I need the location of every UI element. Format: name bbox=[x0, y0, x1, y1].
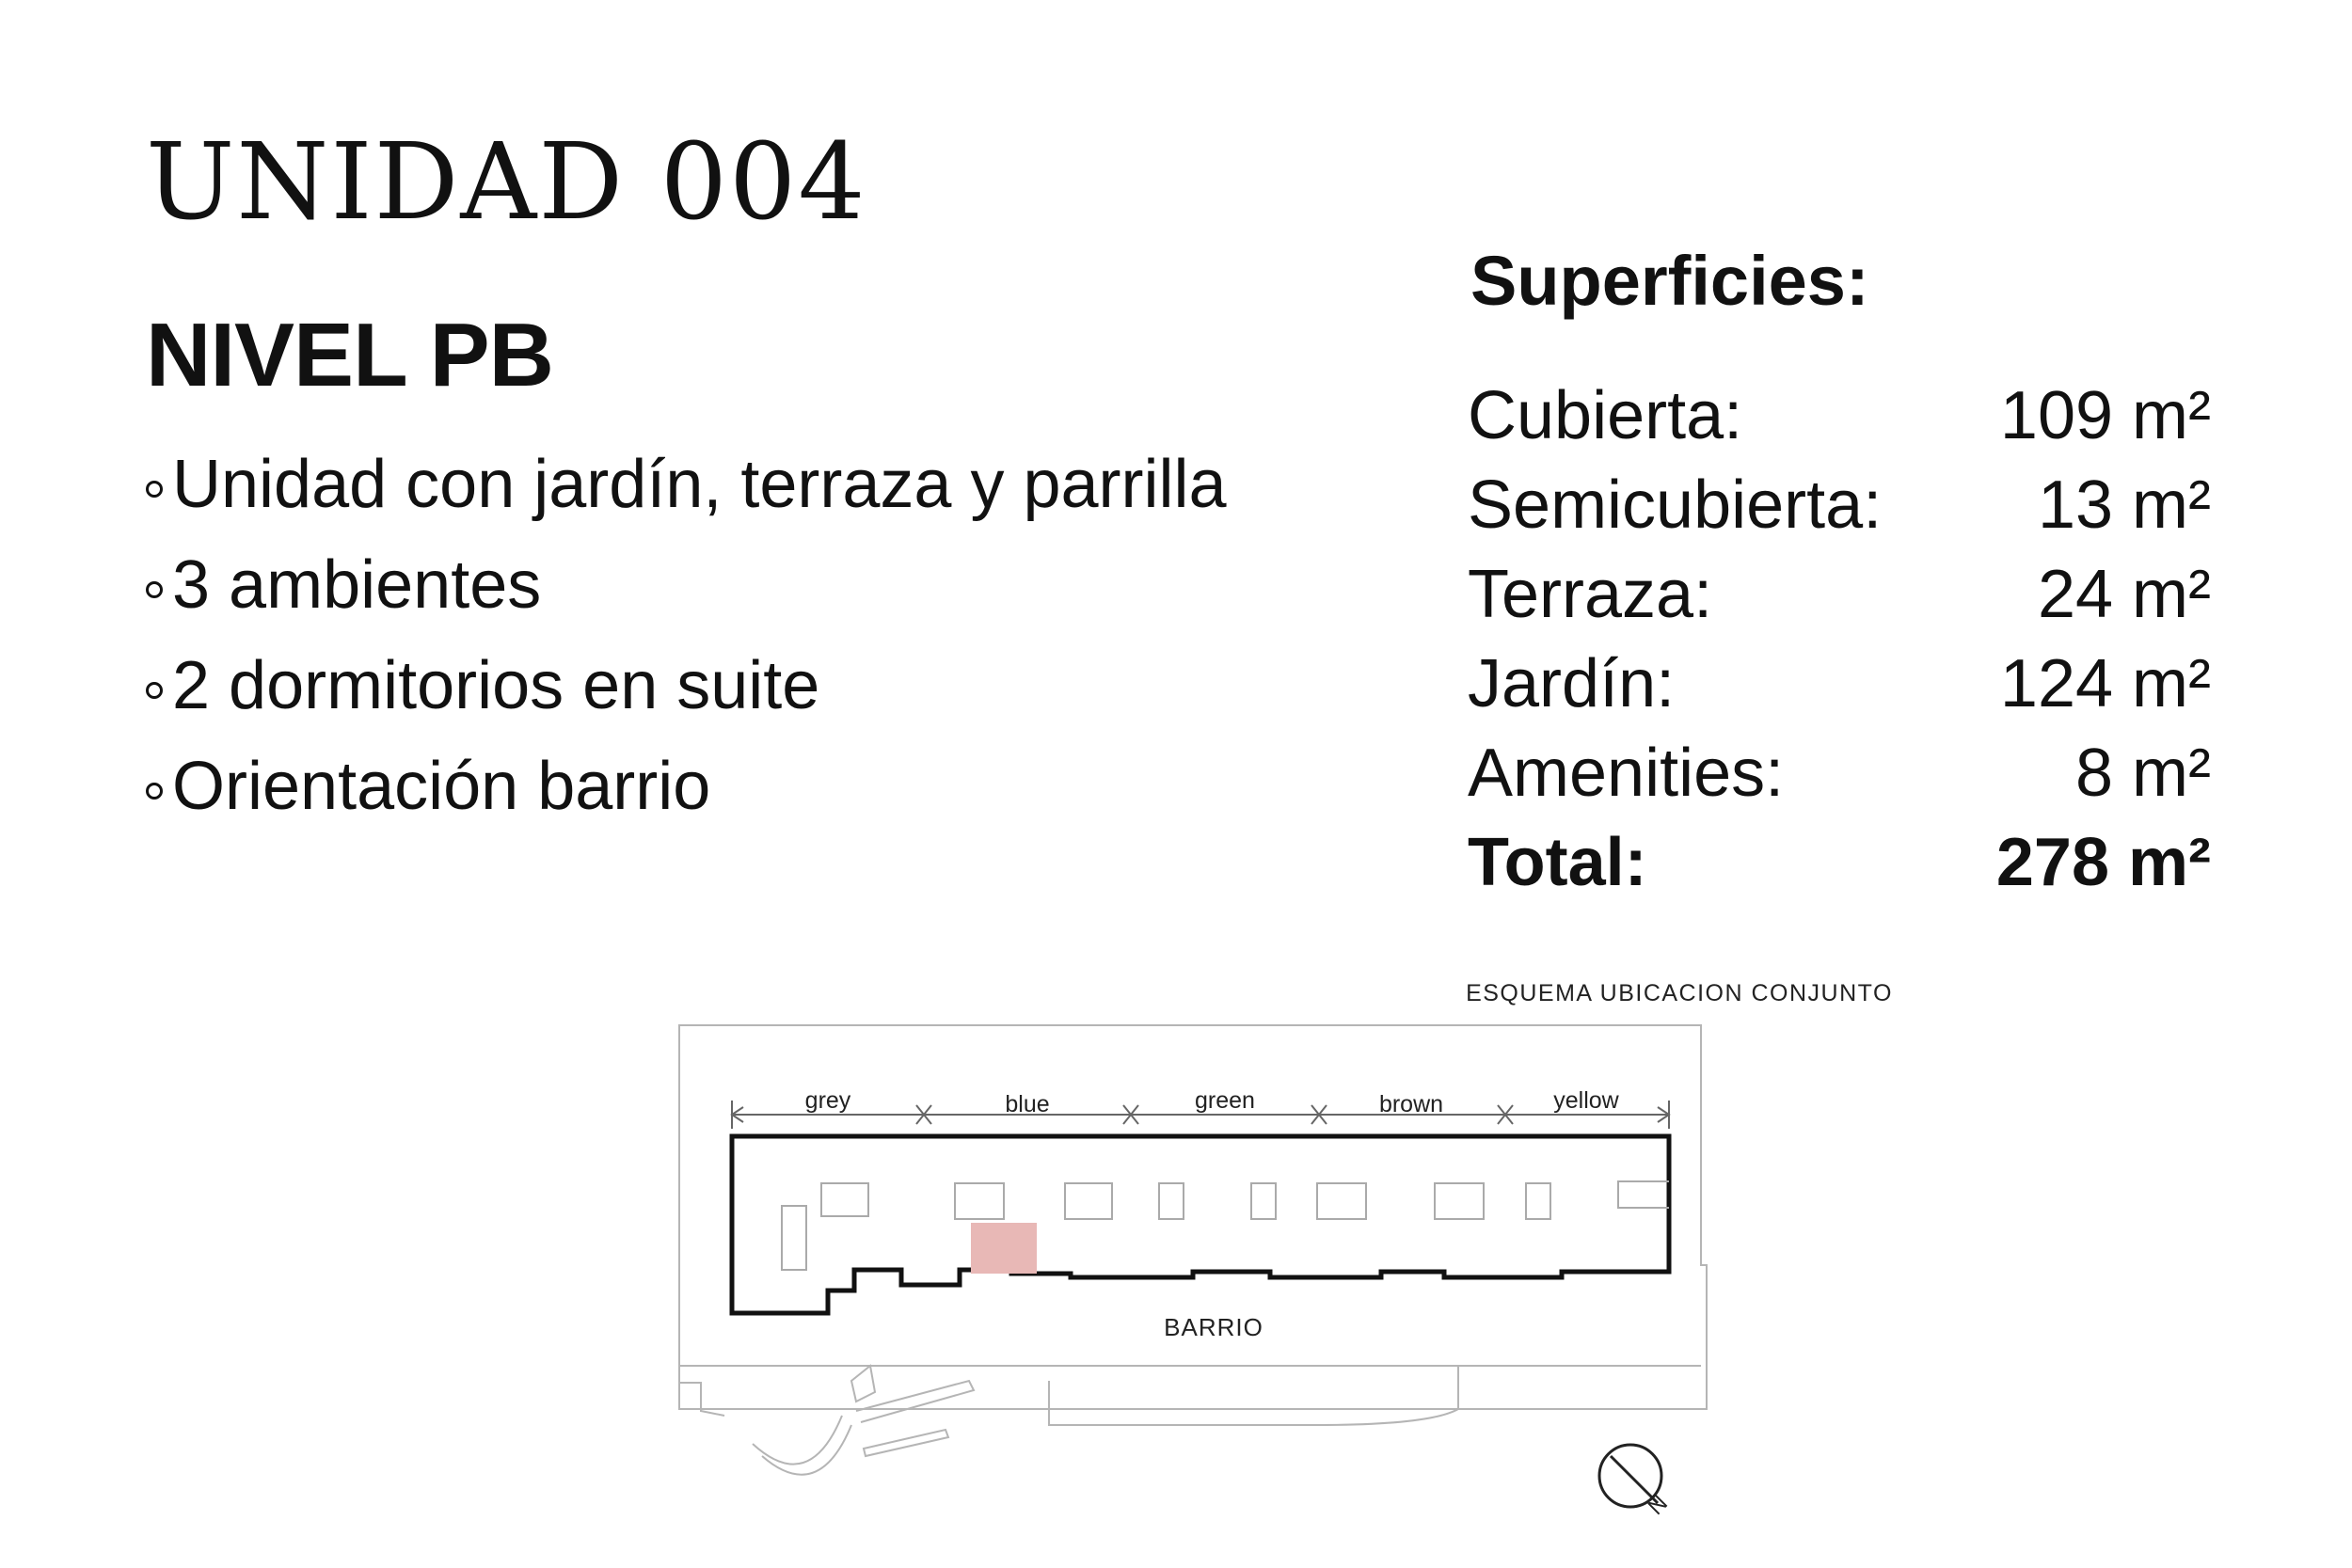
sector-label-brown: brown bbox=[1378, 1091, 1444, 1117]
highlighted-unit bbox=[971, 1223, 1037, 1274]
street-label: BARRIO bbox=[1164, 1313, 1263, 1341]
building-outline bbox=[732, 1136, 1669, 1287]
building-wall bbox=[732, 1136, 1669, 1313]
building-main-outline bbox=[732, 1136, 1669, 1313]
interior-modules bbox=[782, 1181, 1669, 1270]
surface-label: Terraza: bbox=[1468, 557, 1713, 632]
sector-label-yellow: yellow bbox=[1553, 1087, 1619, 1114]
building-silhouette bbox=[732, 1136, 1669, 1313]
surface-total-label: Total: bbox=[1468, 825, 1647, 900]
sector-label-blue: blue bbox=[1005, 1091, 1050, 1117]
surface-value: 124 m² bbox=[1999, 646, 2211, 721]
surfaces-heading: Superficies: bbox=[1470, 242, 1869, 320]
surface-label: Jardín: bbox=[1468, 646, 1676, 721]
feature-text: 3 ambientes bbox=[172, 547, 542, 623]
sector-label-green: green bbox=[1195, 1087, 1255, 1114]
building-shape bbox=[732, 1136, 1669, 1313]
compass-label: N bbox=[1643, 1490, 1674, 1521]
surface-label: Cubierta: bbox=[1468, 378, 1743, 453]
level-title: NIVEL PB bbox=[146, 305, 553, 405]
surface-label: Semicubierta: bbox=[1468, 467, 1883, 543]
building-boundary bbox=[732, 1136, 1669, 1317]
building-thick-outline bbox=[732, 1136, 1669, 1313]
surface-value: 8 m² bbox=[2075, 736, 2211, 811]
feature-text: Orientación barrio bbox=[172, 749, 711, 824]
building-contour bbox=[732, 1136, 1669, 1313]
feature-text: Unidad con jardín, terraza y parrilla bbox=[172, 447, 1227, 522]
surface-value: 13 m² bbox=[2037, 467, 2211, 543]
building-perimeter bbox=[732, 1136, 1669, 1287]
site-plan-title: ESQUEMA UBICACION CONJUNTO bbox=[1466, 980, 1893, 1006]
surroundings bbox=[679, 1366, 1701, 1475]
building-stepped-outline bbox=[732, 1136, 1669, 1313]
building-edge bbox=[732, 1136, 1669, 1312]
surface-value: 109 m² bbox=[1999, 378, 2211, 453]
feature-text: 2 dormitorios en suite bbox=[172, 648, 820, 723]
unit-title: UNIDAD 004 bbox=[146, 121, 867, 244]
surface-label: Amenities: bbox=[1468, 736, 1785, 811]
sector-label-grey: grey bbox=[804, 1087, 851, 1114]
building-footprint bbox=[732, 1136, 1669, 1287]
surface-total-value: 278 m² bbox=[1995, 825, 2211, 900]
surface-value: 24 m² bbox=[2037, 557, 2211, 632]
